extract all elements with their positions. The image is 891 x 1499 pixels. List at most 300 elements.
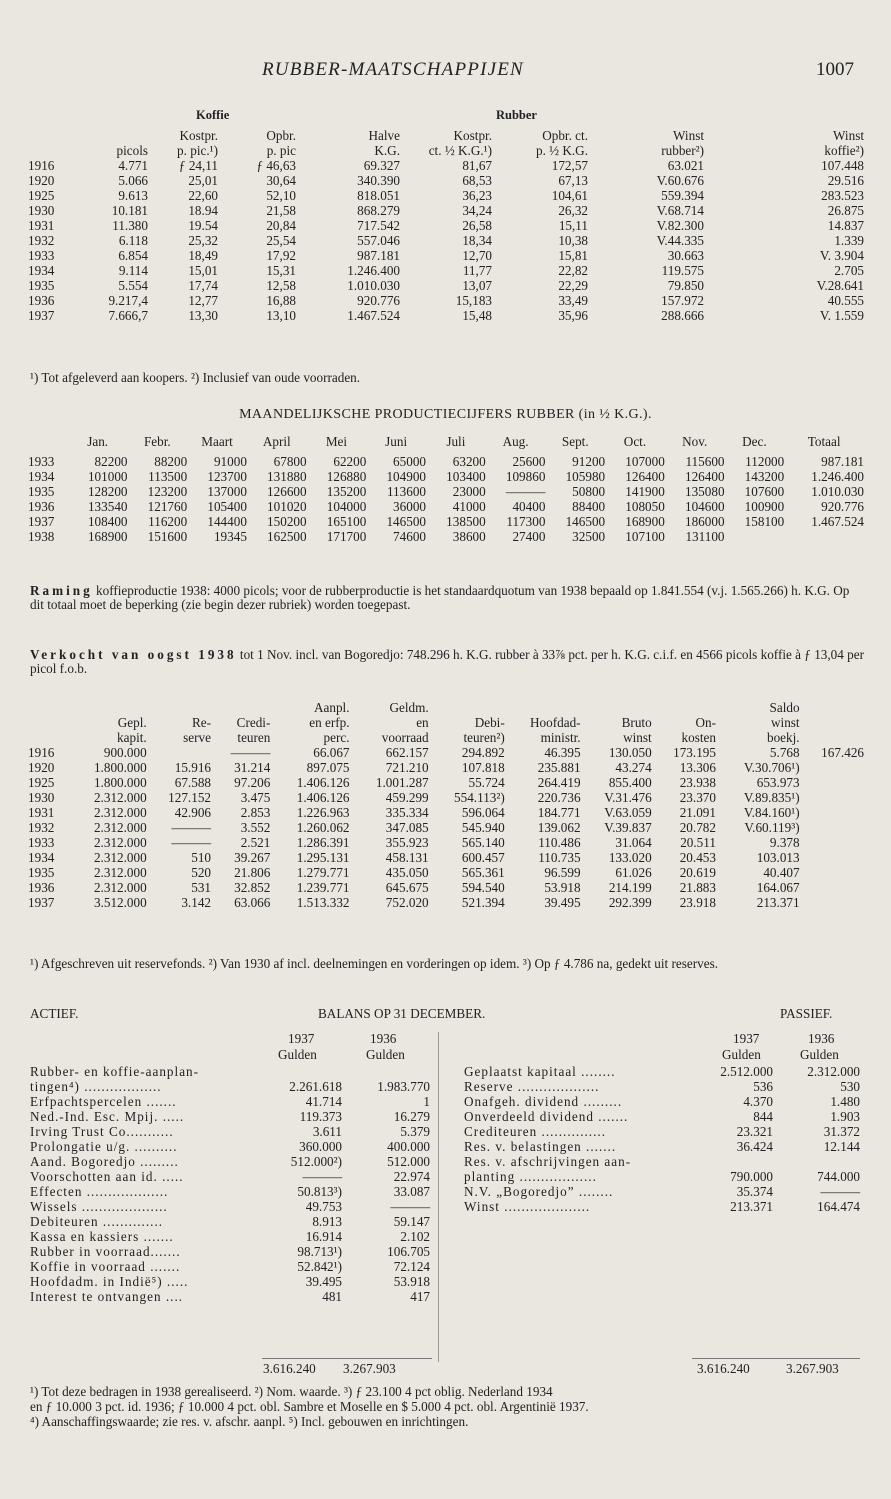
production-cell: 33,49 xyxy=(558,293,588,308)
financial-column-header: Credi- xyxy=(236,715,271,730)
production-cell: 63.021 xyxy=(667,158,704,173)
financial-cell: 235.881 xyxy=(537,760,581,775)
production-cell: 18,49 xyxy=(188,248,218,263)
balance-value-1937: 49.753 xyxy=(305,1199,342,1214)
financial-cell: 107.818 xyxy=(461,760,505,775)
balance-value-1936: ——— xyxy=(390,1199,430,1214)
financial-column-header: kosten xyxy=(681,730,716,745)
liabilities-table xyxy=(464,1064,860,1214)
balance-value-1936: 16.279 xyxy=(393,1109,430,1124)
monthly-title: MAANDELIJKSCHE PRODUCTIECIJFERS RUBBER (in ½ K.G.). xyxy=(239,407,652,422)
production-column-header: picols xyxy=(116,143,148,158)
monthly-cell: 162500 xyxy=(267,529,307,544)
liab-year1: 1937 xyxy=(733,1031,760,1046)
monthly-cell: 144400 xyxy=(207,514,247,529)
balance-value-1937: 536 xyxy=(753,1079,773,1094)
balance-item-label: Rubber in voorraad....... xyxy=(30,1244,181,1259)
liability-row xyxy=(464,1079,860,1094)
production-cell: 717.542 xyxy=(357,218,400,233)
balance-value-1936: 164.474 xyxy=(817,1199,860,1214)
assets-total-1937: 3.616.240 xyxy=(263,1361,316,1376)
production-cell: V. 3.904 xyxy=(819,248,864,263)
financial-column-header xyxy=(211,700,270,715)
balance-value-1936: 530 xyxy=(840,1079,860,1094)
monthly-cell: 186000 xyxy=(684,514,725,529)
page-number: 1007 xyxy=(816,59,854,80)
balance-actief-label: ACTIEF. xyxy=(30,1006,79,1021)
financial-cell: 32.852 xyxy=(234,880,271,895)
production-cell: 30,64 xyxy=(266,173,296,188)
financial-cell: 2.853 xyxy=(240,805,271,820)
liability-row xyxy=(464,1124,860,1139)
balance-value-1936: 53.918 xyxy=(393,1274,430,1289)
monthly-cell: 168900 xyxy=(625,514,665,529)
monthly-cell: 107000 xyxy=(625,454,665,469)
production-cell: 13,07 xyxy=(462,278,492,293)
production-cell: 81,67 xyxy=(462,158,492,173)
financial-row xyxy=(28,775,864,790)
balance-value-1937 xyxy=(254,1064,342,1079)
production-cell: 40.555 xyxy=(827,293,864,308)
financial-column-header xyxy=(652,700,716,715)
row-year: 1925 xyxy=(28,775,55,790)
financial-column-header: perc. xyxy=(323,730,350,745)
production-cell: 20,84 xyxy=(266,218,296,233)
production-row xyxy=(28,278,864,293)
production-cell: 30.663 xyxy=(667,248,704,263)
financial-cell: 1.279.771 xyxy=(296,865,350,880)
financial-cell: 347.085 xyxy=(385,820,429,835)
production-cell: 17,74 xyxy=(188,278,218,293)
financial-cell: V.39.837 xyxy=(604,820,652,835)
production-column-header: Kostpr. xyxy=(453,128,492,143)
balance-item-label: Onafgeh. dividend ......... xyxy=(464,1094,623,1109)
production-cell: 5.554 xyxy=(118,278,148,293)
asset-row xyxy=(30,1154,430,1169)
production-column-header: Halve xyxy=(368,128,400,143)
monthly-cell: ——— xyxy=(505,484,546,499)
production-cell: 10.181 xyxy=(111,203,148,218)
financial-cell: 96.599 xyxy=(544,865,581,880)
monthly-cell: 88200 xyxy=(154,454,188,469)
liability-row xyxy=(464,1169,860,1184)
balance-item-label: Res. v. belastingen ....... xyxy=(464,1139,617,1154)
financial-cell: 103.013 xyxy=(756,850,800,865)
asset-row xyxy=(30,1139,430,1154)
monthly-cell: 108400 xyxy=(87,514,128,529)
balance-footnote-3: ⁴) Aanschaffingswaarde; zie res. v. afschr. aanpl. ⁵) Incl. gebouwen en inrichtingen. xyxy=(30,1414,469,1429)
row-year: 1936 xyxy=(28,499,55,514)
balance-value-1937: ——— xyxy=(302,1169,342,1184)
production-cell: 22,60 xyxy=(188,188,218,203)
production-cell: 340.390 xyxy=(357,173,400,188)
balance-item-label: Irving Trust Co........... xyxy=(30,1124,174,1139)
production-cell: 107.448 xyxy=(821,158,864,173)
monthly-row xyxy=(28,514,864,529)
financial-cell: 264.419 xyxy=(537,775,581,790)
asset-row xyxy=(30,1169,430,1184)
row-year: 1935 xyxy=(28,278,55,293)
liability-row xyxy=(464,1094,860,1109)
financial-cell: 335.334 xyxy=(385,805,429,820)
production-footnote: ¹) Tot afgeleverd aan koopers. ²) Inclusief van oude voorraden. xyxy=(30,370,361,385)
monthly-cell: 141900 xyxy=(625,484,665,499)
monthly-cell: 88400 xyxy=(572,499,606,514)
production-cell: 283.523 xyxy=(821,188,864,203)
monthly-cell: 40400 xyxy=(512,499,546,514)
production-cell: 12,70 xyxy=(462,248,492,263)
monthly-row xyxy=(28,499,864,514)
monthly-cell: 126400 xyxy=(684,469,725,484)
row-year: 1930 xyxy=(28,790,55,805)
financial-row xyxy=(28,880,864,895)
production-row xyxy=(28,263,864,278)
production-row xyxy=(28,158,864,173)
monthly-cell: 62200 xyxy=(333,454,367,469)
balance-value-1937: 844 xyxy=(753,1109,773,1124)
production-cell: V.60.676 xyxy=(656,173,704,188)
asset-row xyxy=(30,1124,430,1139)
financial-cell: 130.050 xyxy=(608,745,652,760)
monthly-cell: 138500 xyxy=(446,514,486,529)
financial-cell: 167.426 xyxy=(821,745,864,760)
balance-footnotes xyxy=(30,1384,865,1429)
liab-total-rule xyxy=(692,1358,860,1359)
financial-cell: 213.371 xyxy=(756,895,800,910)
monthly-row xyxy=(28,454,864,469)
monthly-cell: 105980 xyxy=(565,469,606,484)
balance-value-1936 xyxy=(773,1154,860,1169)
monthly-cell: 116200 xyxy=(148,514,188,529)
financial-column-header: kapit. xyxy=(117,730,147,745)
balance-value-1937: 8.913 xyxy=(312,1214,342,1229)
financial-row xyxy=(28,865,864,880)
financial-cell: 459.299 xyxy=(385,790,429,805)
financial-row xyxy=(28,895,864,910)
production-cell: 36,23 xyxy=(462,188,492,203)
production-cell: 17,92 xyxy=(266,248,296,263)
balance-item-label: Hoofdadm. in Indië⁵) ..... xyxy=(30,1274,189,1289)
production-cell: 21,58 xyxy=(266,203,296,218)
monthly-column-header: April xyxy=(262,434,291,449)
balance-value-1936: 22.974 xyxy=(393,1169,430,1184)
balance-value-1937: 119.373 xyxy=(299,1109,342,1124)
financial-cell: 292.399 xyxy=(608,895,652,910)
balance-value-1936: ——— xyxy=(820,1184,860,1199)
balance-value-1937: 512.000²) xyxy=(290,1154,342,1169)
liability-row xyxy=(464,1109,860,1124)
monthly-cell: 137000 xyxy=(207,484,247,499)
monthly-cell: 65000 xyxy=(393,454,427,469)
financial-cell: V.84.160¹) xyxy=(743,805,800,820)
monthly-cell: 121760 xyxy=(147,499,188,514)
financial-cell: 127.152 xyxy=(168,790,211,805)
financial-cell: 21.806 xyxy=(234,865,271,880)
financial-cell: 5.768 xyxy=(769,745,800,760)
production-cell: 119.575 xyxy=(661,263,704,278)
production-cell: 9.217,4 xyxy=(108,293,148,308)
financial-cell: 23.938 xyxy=(679,775,716,790)
monthly-cell: 38600 xyxy=(452,529,486,544)
financial-cell: 1.260.062 xyxy=(296,820,350,835)
production-column-header: p. pic xyxy=(266,143,296,158)
financial-cell: 1.406.126 xyxy=(296,775,350,790)
balance-value-1937: 23.321 xyxy=(736,1124,773,1139)
financial-cell: 565.361 xyxy=(461,865,505,880)
monthly-cell: 82200 xyxy=(94,454,128,469)
financial-cell: 55.724 xyxy=(468,775,505,790)
production-cell: 18,34 xyxy=(462,233,492,248)
production-cell: 559.394 xyxy=(661,188,704,203)
balance-item-label: Reserve ................... xyxy=(464,1079,600,1094)
production-cell: V.28.641 xyxy=(816,278,864,293)
balance-passief-label: PASSIEF. xyxy=(780,1006,833,1021)
liability-row xyxy=(464,1154,860,1169)
production-cell: 12,58 xyxy=(266,278,296,293)
row-year: 1937 xyxy=(28,308,55,323)
balance-item-label: Rubber- en koffie-aanplan- xyxy=(30,1064,200,1079)
production-column-header: koffie²) xyxy=(824,143,864,158)
production-column-header: p. ½ K.G. xyxy=(535,143,588,158)
balance-value-1937: 3.611 xyxy=(312,1124,342,1139)
financial-cell: 20.453 xyxy=(679,850,716,865)
monthly-row xyxy=(28,529,864,544)
monthly-cell: 27400 xyxy=(512,529,546,544)
production-cell: 5.066 xyxy=(118,173,148,188)
year-header xyxy=(28,128,76,143)
balance-item-label: Ned.-Ind. Esc. Mpij. ..... xyxy=(30,1109,185,1124)
asset-row xyxy=(30,1289,430,1304)
monthly-cell: 36000 xyxy=(393,499,427,514)
monthly-cell: 135200 xyxy=(326,484,367,499)
production-cell: 288.666 xyxy=(661,308,704,323)
financial-row xyxy=(28,745,864,760)
balance-item-label: tingen⁴) .................. xyxy=(30,1079,162,1094)
financial-column-header xyxy=(429,700,505,715)
monthly-cell: 109860 xyxy=(505,469,546,484)
financial-cell: 510 xyxy=(191,850,211,865)
financial-cell: 164.067 xyxy=(756,880,800,895)
balance-item-label: Wissels .................... xyxy=(30,1199,168,1214)
balance-value-1937: 2.512.000 xyxy=(720,1064,773,1079)
monthly-cell: 101000 xyxy=(87,469,128,484)
monthly-cell: 107600 xyxy=(744,484,785,499)
financial-cell: 97.206 xyxy=(234,775,271,790)
production-cell: 25,01 xyxy=(188,173,218,188)
production-cell: 557.046 xyxy=(357,233,400,248)
financial-cell: 20.619 xyxy=(679,865,716,880)
page-title: RUBBER-MAATSCHAPPIJEN xyxy=(262,59,524,80)
balance-footnote-1: ¹) Tot deze bedragen in 1938 gerealiseerd. ²) Nom. waarde. ³) ƒ 23.100 4 pct oblig. Nederland 1934 xyxy=(30,1384,553,1399)
balance-value-1937: 50.813³) xyxy=(297,1184,342,1199)
balance-footnote-2: en ƒ 10.000 3 pct. id. 1936; ƒ 10.000 4 pct. obl. Sambre et Moselle en $ 5.000 4 pct. obl. Argentinië 1937. xyxy=(30,1399,589,1414)
financial-cell: 1.239.771 xyxy=(296,880,350,895)
financial-footnote: ¹) Afgeschreven uit reservefonds. ²) Van 1930 af incl. deelnemingen en vorderingen op idem. ³) Op ƒ 4.786 na, gedekt uit reserves. xyxy=(30,956,719,971)
production-cell: 13,30 xyxy=(188,308,218,323)
financial-cell: 21.091 xyxy=(679,805,716,820)
production-row xyxy=(28,248,864,263)
production-column-header: p. pic.¹) xyxy=(177,143,218,158)
balance-item-label: planting .................. xyxy=(464,1169,597,1184)
year-header xyxy=(28,143,76,158)
production-cell: 22,29 xyxy=(558,278,588,293)
financial-cell: 53.918 xyxy=(544,880,581,895)
balance-value-1936: 1.480 xyxy=(830,1094,860,1109)
financial-column-header: Debi- xyxy=(474,715,505,730)
production-table xyxy=(28,128,864,323)
balance-value-1937: 41.714 xyxy=(305,1094,342,1109)
row-year: 1937 xyxy=(28,895,55,910)
balance-item-label: Winst .................... xyxy=(464,1199,591,1214)
row-year: 1931 xyxy=(28,805,55,820)
monthly-cell xyxy=(725,529,785,544)
production-column-header: Winst xyxy=(833,128,864,143)
monthly-cell: 105400 xyxy=(207,499,247,514)
production-cell: 22,82 xyxy=(558,263,588,278)
balance-item-label: Erfpachtspercelen ....... xyxy=(30,1094,177,1109)
production-column-header: rubber²) xyxy=(661,143,704,158)
financial-cell: 2.312.000 xyxy=(93,805,147,820)
monthly-cell: 126600 xyxy=(267,484,307,499)
monthly-cell: 25600 xyxy=(512,454,546,469)
assets-year2: 1936 xyxy=(370,1031,397,1046)
assets-unit2: Gulden xyxy=(366,1047,405,1062)
monthly-cell: 128200 xyxy=(87,484,128,499)
balance-value-1936: 5.379 xyxy=(400,1124,430,1139)
balance-item-label: Geplaatst kapitaal ........ xyxy=(464,1064,616,1079)
financial-cell: 2.312.000 xyxy=(93,865,147,880)
production-cell: 172,57 xyxy=(551,158,588,173)
balance-value-1936: 59.147 xyxy=(393,1214,430,1229)
financial-column-header: Gepl. xyxy=(117,715,147,730)
monthly-cell: 108050 xyxy=(625,499,665,514)
production-header-row xyxy=(28,128,864,143)
financial-header-row xyxy=(28,730,864,745)
financial-row xyxy=(28,790,864,805)
financial-column-header: Saldo xyxy=(769,700,800,715)
financial-cell: 1.800.000 xyxy=(93,760,147,775)
balance-value-1936: 2.102 xyxy=(400,1229,430,1244)
financial-cell: 40.407 xyxy=(763,865,800,880)
financial-cell: 139.062 xyxy=(537,820,581,835)
financial-column-header: Bruto xyxy=(621,715,652,730)
financial-cell: ——— xyxy=(171,835,211,850)
production-cell: 4.771 xyxy=(118,158,148,173)
balance-value-1937: 39.495 xyxy=(305,1274,342,1289)
production-cell: 11.380 xyxy=(112,218,148,233)
production-cell: 26,32 xyxy=(558,203,588,218)
balance-value-1936: 1.983.770 xyxy=(377,1079,430,1094)
row-year: 1933 xyxy=(28,835,55,850)
monthly-cell: 126400 xyxy=(625,469,665,484)
production-column-header: K.G. xyxy=(374,143,400,158)
financial-cell: V.30.706¹) xyxy=(743,760,800,775)
assets-total-1936: 3.267.903 xyxy=(343,1361,396,1376)
financial-cell: 1.406.126 xyxy=(296,790,350,805)
financial-cell: 63.066 xyxy=(234,895,271,910)
production-cell: 26.875 xyxy=(827,203,864,218)
production-column-header: Winst xyxy=(673,128,704,143)
monthly-cell: 104600 xyxy=(684,499,725,514)
balance-value-1937: 360.000 xyxy=(299,1139,342,1154)
monthly-cell: 131880 xyxy=(267,469,307,484)
balance-divider xyxy=(438,1032,439,1362)
monthly-column-header: Aug. xyxy=(502,434,529,449)
production-cell: 18.94 xyxy=(188,203,218,218)
financial-cell: 662.157 xyxy=(385,745,429,760)
asset-row xyxy=(30,1199,430,1214)
monthly-cell: 113500 xyxy=(148,469,188,484)
production-cell: V.44.335 xyxy=(656,233,704,248)
financial-cell: 653.973 xyxy=(756,775,800,790)
monthly-cell: 91200 xyxy=(572,454,606,469)
monthly-cell: 987.181 xyxy=(821,454,864,469)
monthly-column-header xyxy=(28,434,68,454)
production-group-koffie: Koffie xyxy=(196,108,230,122)
monthly-cell: 168900 xyxy=(87,529,128,544)
production-cell: 35,96 xyxy=(558,308,588,323)
financial-cell: V.89.835¹) xyxy=(743,790,800,805)
production-cell: 1.339 xyxy=(834,233,864,248)
financial-cell: 3.552 xyxy=(240,820,271,835)
financial-cell: 752.020 xyxy=(385,895,429,910)
balance-item-label: Effecten ................... xyxy=(30,1184,169,1199)
monthly-cell: 123700 xyxy=(207,469,247,484)
row-year: 1935 xyxy=(28,484,55,499)
financial-cell: 2.312.000 xyxy=(93,880,147,895)
monthly-cell: 150200 xyxy=(267,514,307,529)
asset-row xyxy=(30,1274,430,1289)
financial-cell: 110.735 xyxy=(538,850,581,865)
verkocht-label: Verkocht van oogst 1938 xyxy=(30,647,237,662)
financial-cell: 520 xyxy=(191,865,211,880)
financial-cell: 173.195 xyxy=(673,745,716,760)
production-cell: 12,77 xyxy=(188,293,218,308)
financial-cell: 2.312.000 xyxy=(93,790,147,805)
monthly-cell: 117300 xyxy=(506,514,546,529)
production-cell: 14.837 xyxy=(827,218,864,233)
production-cell: ƒ 46,63 xyxy=(256,158,296,173)
row-year: 1932 xyxy=(28,233,55,248)
monthly-cell: 135080 xyxy=(684,484,725,499)
financial-cell: 184.771 xyxy=(537,805,581,820)
monthly-cell: 123200 xyxy=(147,484,188,499)
balance-value-1937: 790.000 xyxy=(730,1169,773,1184)
balance-item-label: Res. v. afschrijvingen aan- xyxy=(464,1154,632,1169)
financial-row xyxy=(28,760,864,775)
row-year: 1937 xyxy=(28,514,55,529)
financial-cell: 1.800.000 xyxy=(93,775,147,790)
financial-column-header: teuren²) xyxy=(463,730,505,745)
production-cell: 1.010.030 xyxy=(347,278,400,293)
monthly-cell: 1.467.524 xyxy=(811,514,864,529)
balance-item-label: Voorschotten aan id. ..... xyxy=(30,1169,184,1184)
financial-cell: 15.916 xyxy=(174,760,211,775)
asset-row xyxy=(30,1229,430,1244)
financial-cell: 1.295.131 xyxy=(296,850,350,865)
balance-title: BALANS OP 31 DECEMBER. xyxy=(318,1006,486,1021)
monthly-column-header: Juni xyxy=(385,434,408,449)
production-cell: 69.327 xyxy=(363,158,400,173)
financial-column-header xyxy=(581,700,652,715)
financial-cell: V.60.119³) xyxy=(744,820,800,835)
monthly-cell: 19345 xyxy=(213,529,247,544)
production-row xyxy=(28,233,864,248)
financial-cell: 21.883 xyxy=(679,880,716,895)
row-year: 1920 xyxy=(28,760,55,775)
monthly-column-header: Maart xyxy=(201,434,233,449)
financial-column-header: Hoofdad- xyxy=(530,715,581,730)
